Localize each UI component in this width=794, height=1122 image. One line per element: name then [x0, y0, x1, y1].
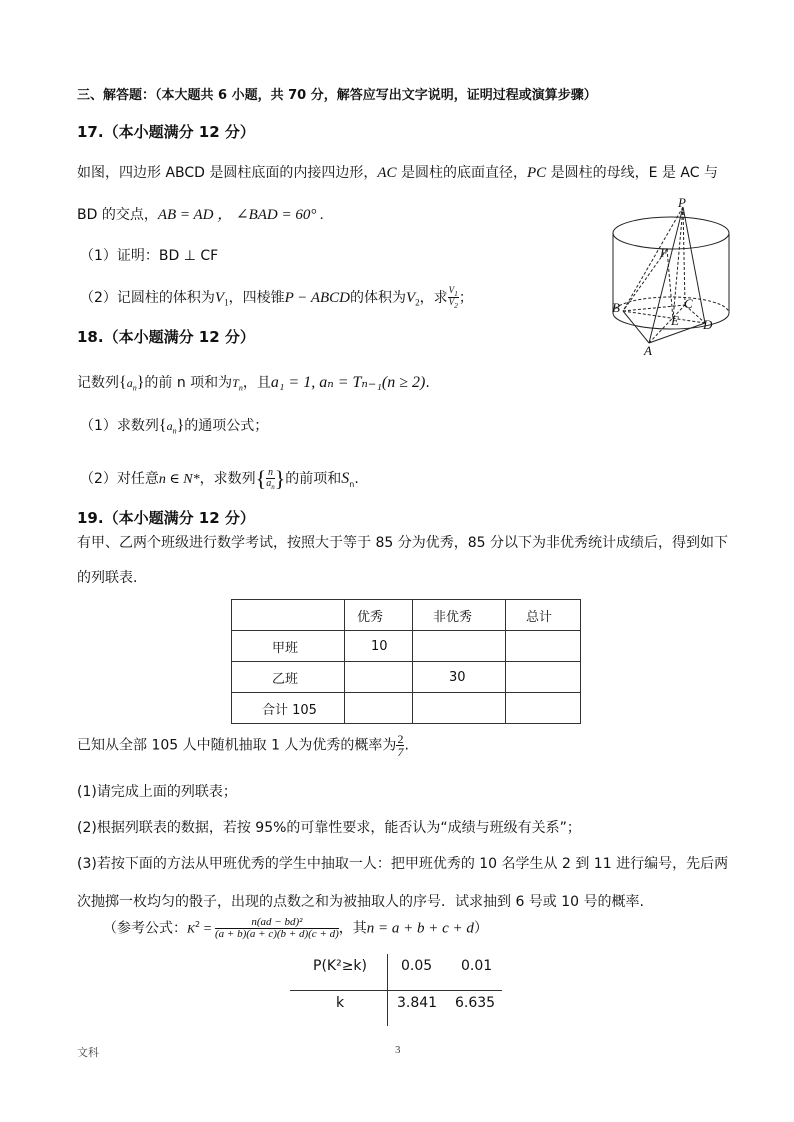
label-f: F	[660, 245, 668, 260]
divider	[290, 990, 502, 991]
table-cell: 总计	[506, 600, 581, 631]
q18-part2: （2）对任意n ∈ N*，求数列{ $\frac{n}{a_n}$ }的前项和$S_n$.	[80, 466, 359, 491]
reference-formula: （参考公式：$K^2$ = $\frac{\text{n(ad − bd)²}}{(a + b)(a + c)(b + d)(c + d)}$ ，其n = a + b + c + d）	[103, 916, 488, 940]
page-number: 3	[395, 1044, 401, 1056]
table-cell	[345, 662, 413, 693]
table-cell	[506, 631, 581, 662]
q19-part1: (1)请完成上面的列联表；	[77, 784, 237, 800]
table-row	[232, 631, 581, 662]
label-p: P	[678, 195, 686, 210]
q19-intro2: 的列联表.	[77, 570, 138, 586]
q17-part1: （1）证明：BD ⊥ CF	[80, 248, 219, 264]
table-cell	[506, 662, 581, 693]
footer-subject: 文科	[77, 1047, 99, 1059]
contingency-table	[231, 599, 581, 724]
q17-title: 17.（本小题满分 12 分）	[77, 123, 255, 141]
q19-intro1: 有甲、乙两个班级进行数学考试，按照大于等于 85 分为优秀，85 分以下为非优秀统计成绩后，得到如下	[77, 535, 728, 551]
q19-title: 19.（本小题满分 12 分）	[77, 509, 255, 527]
q19-part3-line1: (3)若按下面的方法从甲班优秀的学生中抽取一人：把甲班优秀的 10 名学生从 2 到 11 进行编号，先后两	[77, 856, 729, 872]
table-row	[232, 662, 581, 693]
q18-line1: 记数列$\{a_n\}$的前 n 项和为$T_n$，且a₁ = 1, aₙ = Tₙ₋₁(n ≥ 2).	[77, 374, 430, 393]
table-cell: 甲班	[232, 631, 345, 662]
q17-line2: BD 的交点，AB = AD ， ∠BAD = 60° .	[77, 207, 324, 223]
critical-k-label: k	[336, 995, 345, 1011]
table-row	[232, 693, 581, 724]
table-cell	[345, 693, 413, 724]
q18-part1: （1）求数列$\{a_n\}$的通项公式；	[80, 417, 269, 436]
q19-probability: 已知从全部 105 人中随机抽取 1 人为优秀的概率为 $\frac{2}{7}$ .	[77, 732, 409, 759]
table-cell	[506, 693, 581, 724]
q17-part2: （2）记圆柱的体积为$V_1$，四棱锥P − ABCD的体积为$V_2$，求 $\frac{V_1}{V_2}$ ；	[80, 285, 473, 311]
table-cell	[413, 693, 506, 724]
table-cell: 30	[413, 662, 506, 693]
label-b: B	[612, 300, 620, 315]
label-c: C	[684, 296, 693, 311]
q19-part2: (2)根据列联表的数据，若按 95%的可靠性要求，能否认为“成绩与班级有关系”；	[77, 820, 581, 836]
table-cell	[413, 631, 506, 662]
q18-title: 18.（本小题满分 12 分）	[77, 328, 255, 346]
table-cell: 非优秀	[413, 600, 506, 631]
q19-part3-line2: 次抛掷一枚均匀的骰子，出现的点数之和为被抽取人的序号．试求抽到 6 号或 10 号的概率.	[77, 894, 644, 910]
table-cell: 优秀	[345, 600, 413, 631]
q17-line1: 如图，四边形 ABCD 是圆柱底面的内接四边形，AC 是圆柱的底面直径，PC 是圆柱的母线，E 是 AC 与	[77, 165, 718, 181]
label-d: D	[703, 317, 713, 332]
label-a: A	[644, 343, 652, 358]
table-cell: 合计 105	[232, 693, 345, 724]
critical-k-6635: 6.635	[455, 995, 496, 1011]
critical-p-005: 0.05	[401, 958, 433, 974]
critical-p-001: 0.01	[461, 958, 493, 974]
critical-k-3841: 3.841	[397, 995, 438, 1011]
table-header-row	[232, 600, 581, 631]
divider	[387, 954, 388, 1026]
table-cell	[232, 600, 345, 631]
cylinder-figure	[605, 195, 735, 360]
table-cell: 10	[345, 631, 413, 662]
table-cell: 乙班	[232, 662, 345, 693]
section-header: 三、解答题：（本大题共 6 小题，共 70 分，解答应写出文字说明，证明过程或演算步骤）	[77, 88, 597, 103]
critical-header-label: P(K²≥k)	[313, 958, 367, 974]
label-e: E	[671, 313, 679, 328]
